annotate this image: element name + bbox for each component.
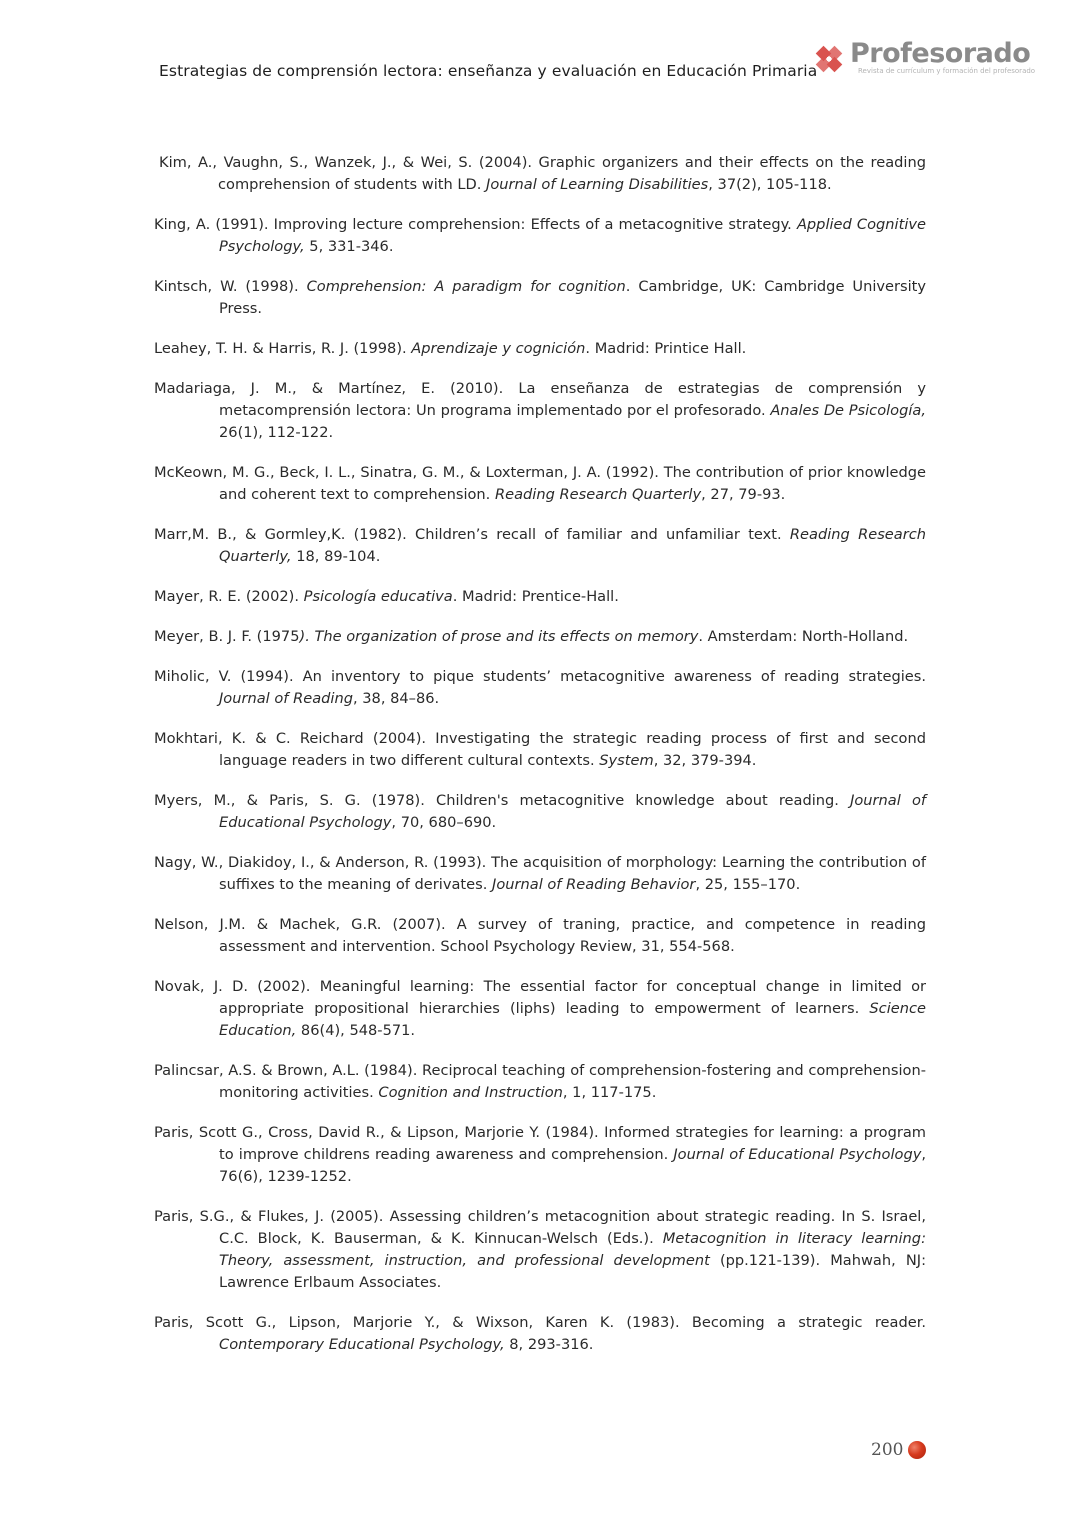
reference-entry bbox=[154, 914, 926, 958]
reference-details: , 25, 155–170. bbox=[695, 876, 801, 893]
reference-entry bbox=[154, 1122, 926, 1188]
reference-details: , 37(2), 105-118. bbox=[708, 176, 832, 193]
reference-text: Paris, Scott G., Lipson, Marjorie Y., & Wixson, Karen K. (1983). Becoming a strategic reader. bbox=[154, 1314, 926, 1331]
reference-details: , 38, 84–86. bbox=[352, 690, 440, 707]
reference-source-title: Applied Cognitive Psychology, bbox=[219, 216, 926, 255]
reference-details: . Amsterdam: North-Holland. bbox=[698, 628, 909, 645]
reference-entry bbox=[154, 462, 926, 506]
reference-text: Madariaga, J. M., & Martínez, E. (2010). La enseñanza de estrategias de comprensión y metacomprensión lectora: Un programa implementado por el profesorado. bbox=[154, 380, 926, 419]
reference-entry bbox=[154, 586, 926, 608]
reference-entry bbox=[154, 1060, 926, 1104]
reference-text: Marr,M. B., & Gormley,K. (1982). Children’s recall of familiar and unfamiliar text. bbox=[154, 526, 790, 543]
reference-source-title: Contemporary Educational Psychology, bbox=[219, 1336, 505, 1353]
reference-source-title: Comprehension: A paradigm for cognition bbox=[306, 278, 626, 295]
reference-details: , 32, 379-394. bbox=[653, 752, 757, 769]
reference-entry bbox=[154, 976, 926, 1042]
reference-text: Kim, A., Vaughn, S., Wanzek, J., & Wei, S. (2004). Graphic organizers and their effects on the reading comprehension of students with LD. bbox=[159, 154, 926, 193]
reference-source-title: ). The organization of prose and its effects on memory bbox=[299, 628, 699, 645]
reference-entry bbox=[154, 666, 926, 710]
reference-details: . Madrid: Prentice-Hall. bbox=[452, 588, 619, 605]
reference-entry bbox=[154, 338, 926, 360]
reference-details: . Madrid: Printice Hall. bbox=[585, 340, 747, 357]
reference-source-title: Aprendizaje y cognición bbox=[411, 340, 586, 357]
reference-entry bbox=[154, 728, 926, 772]
reference-source-title: Cognition and Instruction bbox=[378, 1084, 563, 1101]
reference-text: Palincsar, A.S. & Brown, A.L. (1984). Reciprocal teaching of comprehension-fostering and comprehension-monitoring activities. bbox=[154, 1062, 926, 1101]
reference-details: , 76(6), 1239-1252. bbox=[219, 1146, 926, 1185]
reference-details: , 1, 117-175. bbox=[562, 1084, 657, 1101]
reference-source-title: System bbox=[599, 752, 654, 769]
reference-details: 26(1), 112-122. bbox=[219, 424, 334, 441]
reference-details: 86(4), 548-571. bbox=[296, 1022, 416, 1039]
running-header: Estrategias de comprensión lectora: enseñanza y evaluación en Educación Primaria bbox=[159, 62, 818, 80]
reference-text: Meyer, B. J. F. (1975 bbox=[154, 628, 300, 645]
reference-source-title: Psicología educativa bbox=[303, 588, 453, 605]
reference-entry bbox=[154, 214, 926, 258]
reference-source-title: Metacognition in literacy learning: Theory, assessment, instruction, and professional development bbox=[219, 1230, 926, 1269]
reference-source-title: Science Education, bbox=[219, 1000, 926, 1039]
reference-entry bbox=[154, 276, 926, 320]
reference-details: . Cambridge, UK: Cambridge University Press. bbox=[219, 278, 927, 317]
reference-text: Kintsch, W. (1998). bbox=[154, 278, 307, 295]
reference-entry bbox=[154, 1206, 926, 1294]
page-marker-icon bbox=[908, 1441, 926, 1459]
reference-source-title: Reading Research Quarterly, bbox=[219, 526, 926, 565]
reference-source-title: Journal of Educational Psychology bbox=[219, 792, 927, 831]
reference-text: Paris, Scott G., Cross, David R., & Lipson, Marjorie Y. (1984). Informed strategies for learning: a program to improve childrens reading awareness and comprehension. bbox=[154, 1124, 926, 1163]
reference-entry bbox=[154, 378, 926, 444]
reference-details: , 70, 680–690. bbox=[391, 814, 497, 831]
reference-source-title: Anales De Psicología, bbox=[770, 402, 927, 419]
reference-text: Paris, S.G., & Flukes, J. (2005). Assessing children’s metacognition about strategic reading. In S. Israel, C.C. Block, K. Bauserman, & K. Kinnucan-Welsch (Eds.). bbox=[154, 1208, 926, 1247]
reference-entry bbox=[154, 852, 926, 896]
reference-entry bbox=[154, 152, 926, 196]
reference-text: McKeown, M. G., Beck, I. L., Sinatra, G. M., & Loxterman, J. A. (1992). The contribution of prior knowledge and coherent text to comprehension. bbox=[154, 464, 926, 503]
reference-text: Leahey, T. H. & Harris, R. J. (1998). bbox=[154, 340, 412, 357]
logo-mark-icon bbox=[812, 42, 850, 80]
logo-wordmark: Profesorado bbox=[850, 38, 1031, 69]
profesorado-logo bbox=[812, 38, 1036, 84]
reference-text: Mokhtari, K. & C. Reichard (2004). Investigating the strategic reading process of first and second language readers in two different cultural contexts. bbox=[154, 730, 926, 769]
reference-details: (pp.121-139). Mahwah, NJ: Lawrence Erlbaum Associates. bbox=[219, 1252, 927, 1291]
reference-source-title: Journal of Reading bbox=[219, 690, 353, 707]
page-number: 200 bbox=[871, 1440, 904, 1460]
reference-list bbox=[154, 152, 926, 1374]
reference-text: Novak, J. D. (2002). Meaningful learning: The essential factor for conceptual change in limited or appropriate propositional hierarchies (liphs) leading to empowerment of learners. bbox=[154, 978, 926, 1017]
reference-entry bbox=[154, 1312, 926, 1356]
reference-entry bbox=[154, 524, 926, 568]
reference-source-title: Journal of Reading Behavior bbox=[492, 876, 696, 893]
reference-text: King, A. (1991). Improving lecture comprehension: Effects of a metacognitive strategy. bbox=[154, 216, 797, 233]
reference-entry bbox=[154, 790, 926, 834]
reference-text: Myers, M., & Paris, S. G. (1978). Children's metacognitive knowledge about reading. bbox=[154, 792, 851, 809]
logo-tagline: Revista de currículum y formación del profesorado bbox=[858, 67, 1036, 75]
reference-entry bbox=[154, 626, 926, 648]
reference-source-title: Journal of Educational Psychology bbox=[673, 1146, 922, 1163]
reference-source-title: Reading Research Quarterly bbox=[494, 486, 702, 503]
reference-text: Mayer, R. E. (2002). bbox=[154, 588, 304, 605]
reference-source-title: Journal of Learning Disabilities bbox=[486, 176, 709, 193]
reference-details: 5, 331-346. bbox=[304, 238, 394, 255]
reference-details: 18, 89-104. bbox=[291, 548, 381, 565]
reference-details: 8, 293-316. bbox=[504, 1336, 594, 1353]
reference-text: Nagy, W., Diakidoy, I., & Anderson, R. (1993). The acquisition of morphology: Learning the contribution of suffixes to the meaning of derivates. bbox=[154, 854, 926, 893]
reference-text: Miholic, V. (1994). An inventory to pique students’ metacognitive awareness of reading strategies. bbox=[154, 668, 926, 685]
reference-details: , 27, 79-93. bbox=[701, 486, 786, 503]
reference-text: Nelson, J.M. & Machek, G.R. (2007). A survey of traning, practice, and competence in reading assessment and intervention. School Psychology Review, 31, 554-568. bbox=[154, 916, 926, 955]
